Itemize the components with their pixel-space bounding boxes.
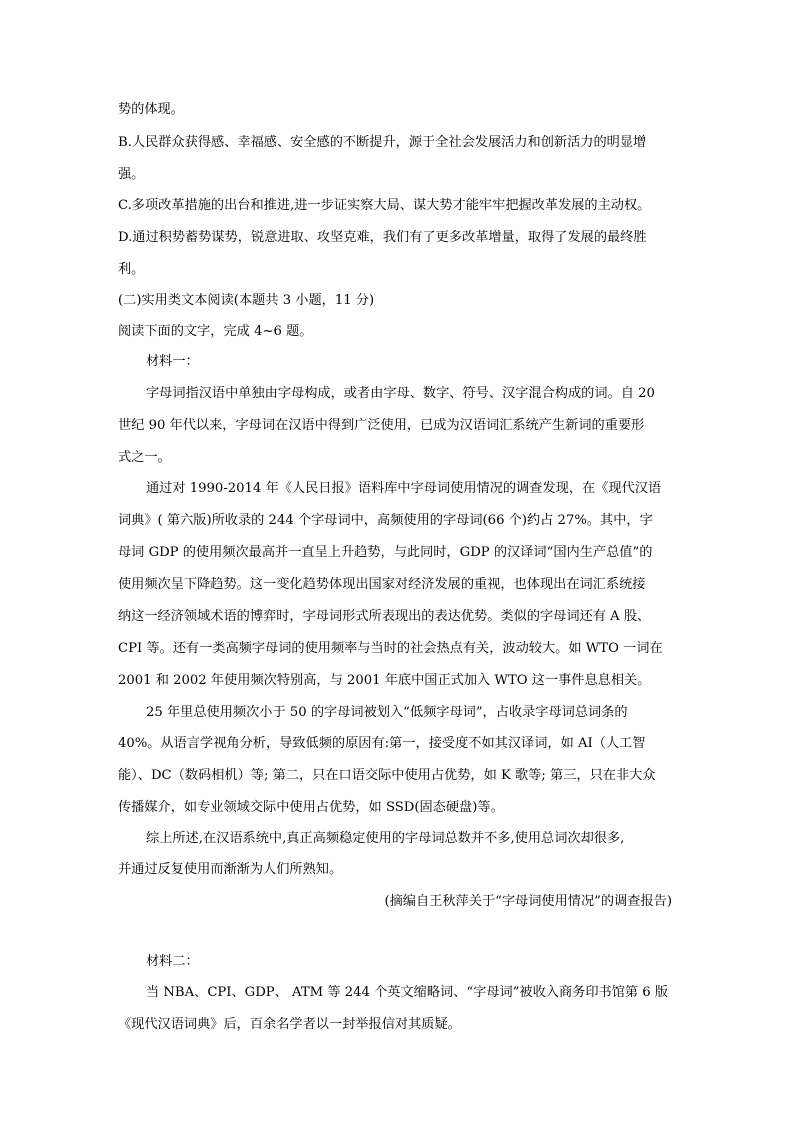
option-d-line: D.通过积势蓄势谋势，锐意进取、攻坚克难，我们有了更多改革增量，取得了发展的最终胜 [118,230,647,245]
paragraph-line: 40%。从语言学视角分析，导致低频的原因有:第一，接受度不如其汉译词，如 AI（人工智 [118,736,646,751]
text-line: 强。 [118,167,145,182]
paragraph-line: 《现代汉语词典》后，百余名学者以一封举报信对其质疑。 [118,1017,461,1032]
paragraph-line: 并通过反复使用而渐渐为人们所熟知。 [118,862,343,877]
option-b-line: B.人民群众获得感、幸福感、安全感的不断提升，源于全社会发展活力和创新活力的明显增 [118,135,647,150]
paragraph-line: 式之一。 [118,450,171,465]
paragraph-line: 通过对 1990-2014 年《人民日报》语料库中字母词使用情况的调查发现，在《现代汉语 [146,481,662,496]
paragraph-line: 综上所述,在汉语系统中,真正高频稳定使用的字母词总数并不多,使用总词次却很多, [146,831,625,846]
material-one-heading: 材料一： [146,354,199,369]
text-line: 利。 [118,262,145,277]
paragraph-line: 25 年里总使用频次小于 50 的字母词被划入“低频字母词”，占收录字母词总词条的 [146,705,628,720]
paragraph-line: 母词 GDP 的使用频次最高并一直呈上升趋势，与此同时，GDP 的汉译词“国内生产总值”的 [118,545,653,560]
paragraph-line: 2001 和 2002 年使用频次特别高，与 2001 年底中国正式加入 WTO 这一事件息息相关。 [118,673,651,688]
paragraph-line: 世纪 90 年代以来，字母词在汉语中得到广泛使用，已成为汉语词汇系统产生新词的重要形 [118,418,645,433]
option-c-line: C.多项改革措施的出台和推进,进一步证实察大局、谋大势才能牢牢把握改革发展的主动权。 [118,198,651,213]
paragraph-line: 能）、DC（数码相机）等; 第二，只在口语交际中使用占优势，如 K 歌等; 第三，只在非大众 [118,768,656,783]
material-two-heading: 材料二： [146,954,199,969]
source-citation: (摘编自王秋萍关于“字母词使用情况”的调查报告) [384,894,672,909]
paragraph-line: 词典》( 第六版)所收录的 244 个字母词中，高频使用的字母词(66 个)约占 27%。其中，字 [118,513,653,528]
paragraph-line: CPI 等。还有一类高频字母词的使用频率与当时的社会热点有关，波动较大。如 WTO 一词在 [118,641,663,656]
instruction-line: 阅读下面的文字，完成 4~6 题。 [118,324,313,339]
paragraph-line: 字母词指汉语中单独由字母构成，或者由字母、数字、符号、汉字混合构成的词。自 20 [146,386,655,401]
paragraph-line: 传播媒介，如专业领域交际中使用占优势，如 SSD(固态硬盘)等。 [118,800,504,815]
paragraph-line: 纳这一经济领域术语的博弈时，字母词形式所表现出的表达优势。类似的字母词还有 A 股、 [118,609,651,624]
text-line: 势的体现。 [118,102,184,117]
paragraph-line: 当 NBA、CPI、GDP、 ATM 等 244 个英文缩略词、“字母词”被收入商务印书馆第 6 版 [146,985,669,1000]
paragraph-line: 使用频次呈下降趋势。这一变化趋势体现出国家对经济发展的重视，也体现出在词汇系统接 [118,577,646,592]
section-heading: (二)实用类文本阅读(本题共 3 小题，11 分) [118,293,375,308]
